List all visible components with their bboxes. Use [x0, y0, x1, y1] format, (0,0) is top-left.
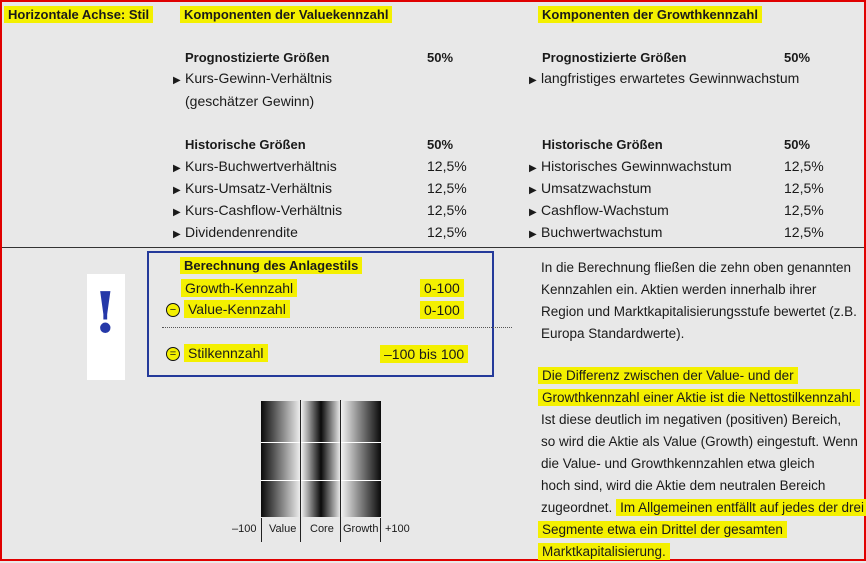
bullet-icon: ▶	[529, 75, 537, 86]
text-line: In die Berechnung fließen die zehn oben genannten	[541, 260, 851, 275]
value-forecast-item	[173, 70, 332, 86]
segment-label-value: Value	[269, 523, 297, 535]
item-label: Kurs-Cashflow-Verhältnis	[185, 202, 343, 218]
minus-icon: −	[166, 303, 180, 317]
text-line: Ist diese deutlich im negativen (positiven) Bereich,	[541, 412, 842, 427]
item-weight: 12,5%	[784, 180, 824, 196]
value-kennzahl-row	[166, 301, 290, 317]
growth-forecast-heading: Prognostizierte Größen	[542, 50, 687, 65]
scale-tick	[380, 518, 381, 542]
list-item	[529, 158, 732, 174]
scale-tick	[340, 518, 341, 542]
bullet-icon: ▶	[173, 185, 181, 196]
item-label: Buchwertwachstum	[541, 224, 663, 240]
highlighted-text: Segmente etwa ein Drittel der gesamten	[538, 521, 787, 538]
stilkennzahl-label: Stilkennzahl	[184, 344, 268, 362]
gradient-core	[301, 401, 341, 517]
text-line: Region und Marktkapitalisierungsstufe bewertet (z.B.	[541, 304, 857, 319]
bullet-icon: ▶	[173, 163, 181, 174]
item-label: langfristiges erwartetes Gewinnwachstum	[541, 70, 800, 86]
text-line: hoch sind, wird die Aktie dem neutralen Bereich	[541, 478, 826, 493]
item-weight: 12,5%	[784, 224, 824, 240]
scale-tick	[261, 518, 262, 542]
segment-label-growth: Growth	[343, 523, 379, 535]
bullet-icon: ▶	[173, 229, 181, 240]
value-kennzahl-label: Value-Kennzahl	[184, 300, 290, 318]
stilkennzahl-row	[166, 345, 268, 361]
growth-kennzahl-range: 0-100	[420, 279, 464, 297]
growth-kennzahl-label: Growth-Kennzahl	[181, 279, 297, 297]
text-line: so wird die Aktie als Value (Growth) eingestuft. Wenn	[541, 434, 858, 449]
segment-separator	[340, 400, 341, 520]
list-item	[173, 158, 337, 174]
item-label: Dividendenrendite	[185, 224, 298, 240]
bullet-icon: ▶	[529, 185, 537, 196]
item-label: Kurs-Gewinn-Verhältnis	[185, 70, 333, 86]
text-line: zugeordnet.	[541, 500, 613, 515]
growth-forecast-weight: 50%	[784, 50, 811, 65]
scale-tick	[300, 518, 301, 542]
growth-forecast-item	[529, 70, 799, 86]
item-label: Historisches Gewinnwachstum	[541, 158, 732, 174]
item-weight: 12,5%	[784, 202, 824, 218]
explanation-paragraph-1	[541, 257, 857, 345]
segment-label-core: Core	[310, 523, 334, 535]
item-label: Kurs-Buchwertverhältnis	[185, 158, 337, 174]
value-kennzahl-range: 0-100	[420, 301, 464, 319]
bullet-icon: ▶	[173, 207, 181, 218]
value-hist-weight: 50%	[427, 137, 454, 152]
item-weight: 12,5%	[427, 202, 467, 218]
bullet-icon: ▶	[529, 163, 537, 174]
item-weight: 12,5%	[427, 180, 467, 196]
item-weight: 12,5%	[427, 158, 467, 174]
value-components-title: Komponenten der Valuekennzahl	[180, 6, 392, 23]
item-label: Cashflow-Wachstum	[541, 202, 669, 218]
item-weight: 12,5%	[427, 224, 467, 240]
highlighted-text: Im Allgemeinen entfällt auf jedes der drei	[616, 499, 866, 516]
calc-title: Berechnung des Anlagestils	[180, 257, 362, 274]
value-forecast-weight: 50%	[427, 50, 454, 65]
equals-icon: =	[166, 347, 180, 361]
gradient-value	[261, 401, 301, 517]
list-item	[173, 180, 332, 196]
bullet-icon: ▶	[173, 75, 181, 86]
notice-panel	[87, 274, 125, 380]
highlighted-text: Marktkapitalisierung.	[538, 543, 670, 560]
item-label: Umsatzwachstum	[541, 180, 652, 196]
highlighted-text: Growthkennzahl einer Aktie ist die Nettostilkennzahl.	[538, 389, 860, 406]
stilkennzahl-range: –100 bis 100	[380, 345, 468, 363]
exclamation-icon: !	[93, 280, 118, 346]
grid-line	[261, 480, 381, 481]
explanation-paragraph-2	[538, 365, 866, 563]
text-line: die Value- und Growthkennzahlen etwa gleich	[541, 456, 815, 471]
list-item	[173, 224, 298, 240]
gradient-growth	[341, 401, 381, 517]
scale-max-label: +100	[385, 523, 410, 535]
growth-hist-heading: Historische Größen	[542, 137, 663, 152]
highlighted-text: Die Differenz zwischen der Value- und der	[538, 367, 798, 384]
scale-min-label: –100	[232, 523, 257, 535]
bullet-icon: ▶	[529, 207, 537, 218]
axis-label: Horizontale Achse: Stil	[4, 6, 153, 23]
text-line: Europa Standardwerte).	[541, 326, 685, 341]
list-item	[529, 180, 651, 196]
item-weight: 12,5%	[784, 158, 824, 174]
list-item	[173, 202, 342, 218]
text-line: Kennzahlen ein. Aktien werden innerhalb ihrer	[541, 282, 817, 297]
section-divider	[2, 247, 864, 248]
list-item	[529, 224, 662, 240]
grid-line	[261, 442, 381, 443]
item-label: Kurs-Umsatz-Verhältnis	[185, 180, 333, 196]
dotted-separator	[162, 327, 512, 328]
value-forecast-item-cont: (geschätzer Gewinn)	[185, 93, 315, 109]
value-hist-heading: Historische Größen	[185, 137, 306, 152]
growth-components-title: Komponenten der Growthkennzahl	[538, 6, 762, 23]
segment-separator	[300, 400, 301, 520]
bullet-icon: ▶	[529, 229, 537, 240]
value-forecast-heading: Prognostizierte Größen	[185, 50, 330, 65]
growth-hist-weight: 50%	[784, 137, 811, 152]
list-item	[529, 202, 669, 218]
